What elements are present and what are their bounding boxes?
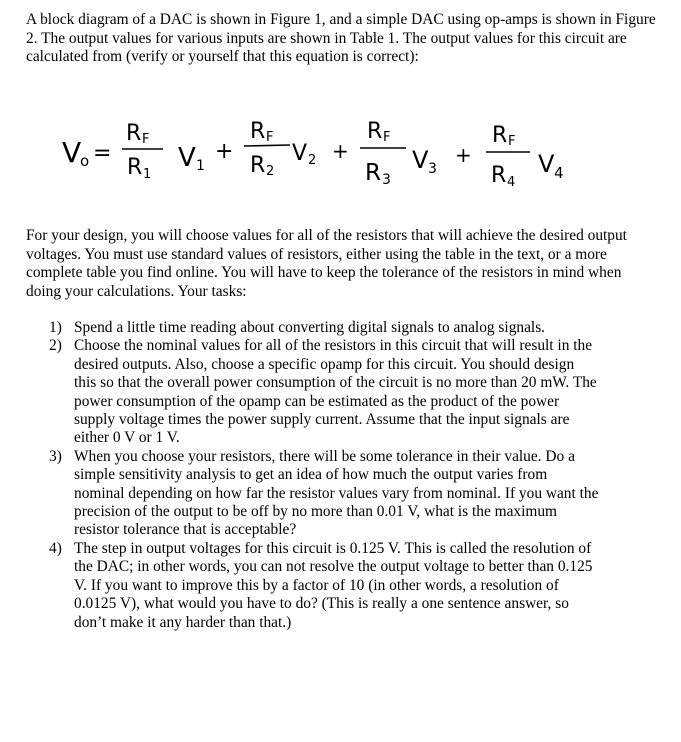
term3-denominator-sub: 3	[382, 172, 391, 188]
term2-variable-sub: 2	[308, 153, 317, 168]
term4-variable: V	[538, 150, 555, 178]
term2-variable: V	[292, 141, 308, 166]
term1-denominator-sub: 1	[143, 167, 152, 182]
output-voltage-subscript: o	[80, 152, 90, 170]
term1-variable: V	[178, 143, 196, 173]
term1-variable-sub: 1	[196, 158, 205, 174]
term4-denominator-sub: 4	[507, 175, 516, 190]
task-text: Spend a little time reading about converting digital signals to analog signals.	[74, 319, 546, 336]
design-paragraph: For your design, you will choose values for all of the resistors that will achieve the desired output voltages. You must use standard values of resistors, either using the table in the text, or a more complete table you find online. You will have to keep the tolerance of the resistors in mind when doing your calculations. Your tasks:	[26, 227, 627, 300]
term3-numerator-sub: F	[383, 130, 391, 145]
term1-numerator: R	[126, 121, 142, 146]
intro-paragraph: A block diagram of a DAC is shown in Figure 1, and a simple DAC using op-amps is shown in Figure 2. The output values for various inputs are shown in Table 1. The output values for this circuit are calculated from (verify or yourself that this equation is correct):	[26, 11, 656, 66]
term3-variable-sub: 3	[428, 161, 437, 177]
output-voltage-symbol: V	[62, 136, 82, 169]
task-text: Choose the nominal values for all of the resistors in this circuit that will result in the desired outputs. Also, choose a specific opamp for this circuit. You should design this so that the overall power consumption of the circuit is no more than 20 mW. The power consumption of the opamp can be estimated as the product of the power supply voltage times the power supply current. Assume that the input signals are either 0 V or 1 V.	[74, 337, 597, 447]
term3-denominator: R	[365, 160, 381, 186]
term4-numerator-sub: F	[508, 134, 516, 149]
task-number: 1)	[49, 319, 62, 336]
term3-variable: V	[412, 146, 429, 174]
task-list	[0, 319, 681, 632]
term4-variable-sub: 4	[554, 164, 564, 182]
term2-denominator: R	[250, 153, 266, 178]
plus-sign-3: +	[455, 143, 472, 167]
plus-sign-2: +	[332, 139, 349, 163]
task-number: 3)	[49, 447, 62, 465]
task-number: 2)	[49, 337, 62, 355]
term2-numerator-sub: F	[266, 130, 274, 145]
term1-numerator-sub: F	[142, 132, 150, 147]
term4-numerator: R	[492, 123, 508, 148]
term2-denominator-sub: 2	[266, 164, 275, 179]
plus-sign-1: +	[215, 139, 234, 164]
term2-numerator: R	[250, 119, 266, 144]
list-item	[0, 319, 599, 337]
task-number: 4)	[49, 539, 62, 557]
list-item	[0, 337, 599, 447]
equals-sign: =	[93, 141, 112, 166]
term3-numerator: R	[367, 119, 383, 144]
task-text: The step in output voltages for this circuit is 0.125 V. This is called the resolution of the DAC; in other words, you can not resolve the output voltage to better than 0.125 V. If you want to improve this by a factor of 10 (in other words, a resolution of 0.0125 V), what would you have to do? (This is really a one sentence answer, so don’t make it any harder than that.)	[74, 539, 593, 631]
term1-denominator: R	[127, 155, 143, 180]
list-item	[0, 540, 599, 632]
term4-denominator: R	[491, 163, 507, 188]
term2-fraction-bar	[244, 145, 290, 146]
equation-svg	[0, 112, 681, 207]
dac-output-equation	[0, 112, 681, 207]
task-text: When you choose your resistors, there will be some tolerance in their value. Do a simple sensitivity analysis to get an idea of how much the output varies from nominal depending on how far the resistor values vary from nominal. If you want the precision of the output to be off by no more than 0.01 V, what is the maximum resistor tolerance that is acceptable?	[74, 447, 599, 539]
list-item	[0, 448, 599, 540]
